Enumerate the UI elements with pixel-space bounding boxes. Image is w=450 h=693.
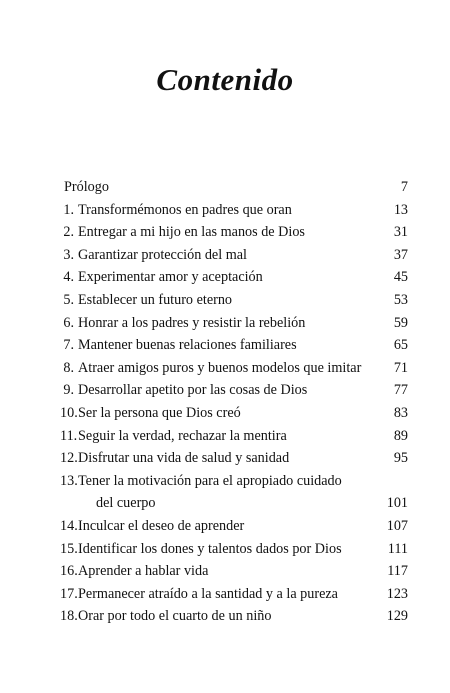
toc-entry-page: 53 <box>393 291 408 308</box>
toc-entry-page: 65 <box>393 337 408 354</box>
toc-entry <box>60 447 408 470</box>
toc-entry-page: 123 <box>386 585 408 602</box>
toc-entry-page: 71 <box>393 359 408 376</box>
toc-entry-label: Desarrollar apetito por las cosas de Dios <box>78 382 308 399</box>
toc-entry <box>60 379 408 402</box>
toc-entry-label: Disfrutar una vida de salud y sanidad <box>78 450 290 467</box>
toc-entry <box>60 289 408 312</box>
toc-entry-number: 8. <box>63 359 74 376</box>
toc-entry-label: Seguir la verdad, rechazar la mentira <box>78 427 287 444</box>
toc-entry-number: 4. <box>63 269 74 286</box>
toc-entry-page: 13 <box>393 201 408 218</box>
toc-entry-number: 2. <box>63 224 74 241</box>
toc-entry-label: Inculcar el deseo de aprender <box>78 517 245 534</box>
toc-entry-number: 9. <box>63 382 74 399</box>
toc-entry-page: 37 <box>393 246 408 263</box>
toc-entry <box>60 266 408 289</box>
toc-entry-number: 18. <box>60 608 78 625</box>
toc-entry-prologo <box>60 176 408 199</box>
toc-entry-page: 31 <box>393 224 408 241</box>
toc-entry-label: Garantizar protección del mal <box>78 246 247 263</box>
toc-entry-page: 101 <box>386 495 408 512</box>
toc-entry-label: Prólogo <box>64 179 109 195</box>
toc-entry-label: Tener la motivación para el apropiado cuidado <box>78 472 342 489</box>
toc-entry-number: 10. <box>60 404 78 421</box>
toc-entry-number: 13. <box>60 472 78 489</box>
toc-entry-number: 17. <box>60 585 78 602</box>
toc-entry <box>60 470 408 515</box>
toc-entry-label: Mantener buenas relaciones familiares <box>78 337 297 354</box>
toc-entry <box>60 538 408 561</box>
toc-entry <box>60 199 408 222</box>
toc-entry-label: Identificar los dones y talentos dados por Dios <box>78 540 342 557</box>
toc-entry-number: 5. <box>63 291 74 308</box>
toc-entry-number: 7. <box>63 337 74 354</box>
toc-entry-page: 59 <box>393 314 408 331</box>
toc-entry-page: 107 <box>386 517 408 534</box>
toc-entry <box>60 605 408 628</box>
toc-entry <box>60 425 408 448</box>
toc-entry-page: 117 <box>387 563 408 580</box>
toc-entry-label: Experimentar amor y aceptación <box>78 269 263 286</box>
toc-entry-label: Establecer un futuro eterno <box>78 291 233 308</box>
toc-entry <box>60 583 408 606</box>
toc-entry-label: Entregar a mi hijo en las manos de Dios <box>78 224 305 241</box>
toc-entry-number: 11. <box>60 427 78 444</box>
toc-entry-number: 6. <box>63 314 74 331</box>
toc-entry-page: 77 <box>393 382 408 399</box>
toc-entry-page: 83 <box>393 404 408 421</box>
toc-entry <box>60 221 408 244</box>
toc-entry-number: 14. <box>60 517 78 534</box>
toc-entry-label: Ser la persona que Dios creó <box>78 404 241 421</box>
toc-entry <box>60 244 408 267</box>
toc-entry-label: Permanecer atraído a la santidad y a la pureza <box>78 585 338 602</box>
table-of-contents <box>60 176 408 628</box>
toc-entry-page: 111 <box>387 540 408 557</box>
toc-entry <box>60 357 408 380</box>
toc-entry-label: Atraer amigos puros y buenos modelos que imitar <box>78 359 362 376</box>
toc-entry-page: 89 <box>393 427 408 444</box>
toc-entry-page: 129 <box>386 608 408 625</box>
toc-entry-label: Orar por todo el cuarto de un niño <box>78 608 272 625</box>
toc-entry-label: Honrar a los padres y resistir la rebelión <box>78 314 306 331</box>
toc-entry-number: 12. <box>60 450 78 467</box>
page-title: Contenido <box>156 62 294 97</box>
toc-entry-number: 16. <box>60 563 78 580</box>
toc-entry-number: 3. <box>63 246 74 263</box>
toc-entry <box>60 402 408 425</box>
toc-entry-number: 15. <box>60 540 78 557</box>
toc-entry-label: Transformémonos en padres que oran <box>78 201 292 218</box>
toc-entry-label-continuation: del cuerpo <box>96 495 156 512</box>
toc-entry-label: Aprender a hablar vida <box>78 563 209 580</box>
toc-entry-page: 45 <box>393 269 408 286</box>
toc-entry <box>60 334 408 357</box>
toc-entry <box>60 312 408 335</box>
toc-entry <box>60 560 408 583</box>
toc-entry-page: 95 <box>393 450 408 467</box>
toc-entry-page: 7 <box>400 179 408 195</box>
toc-entry-number: 1. <box>63 201 74 218</box>
toc-entry <box>60 515 408 538</box>
